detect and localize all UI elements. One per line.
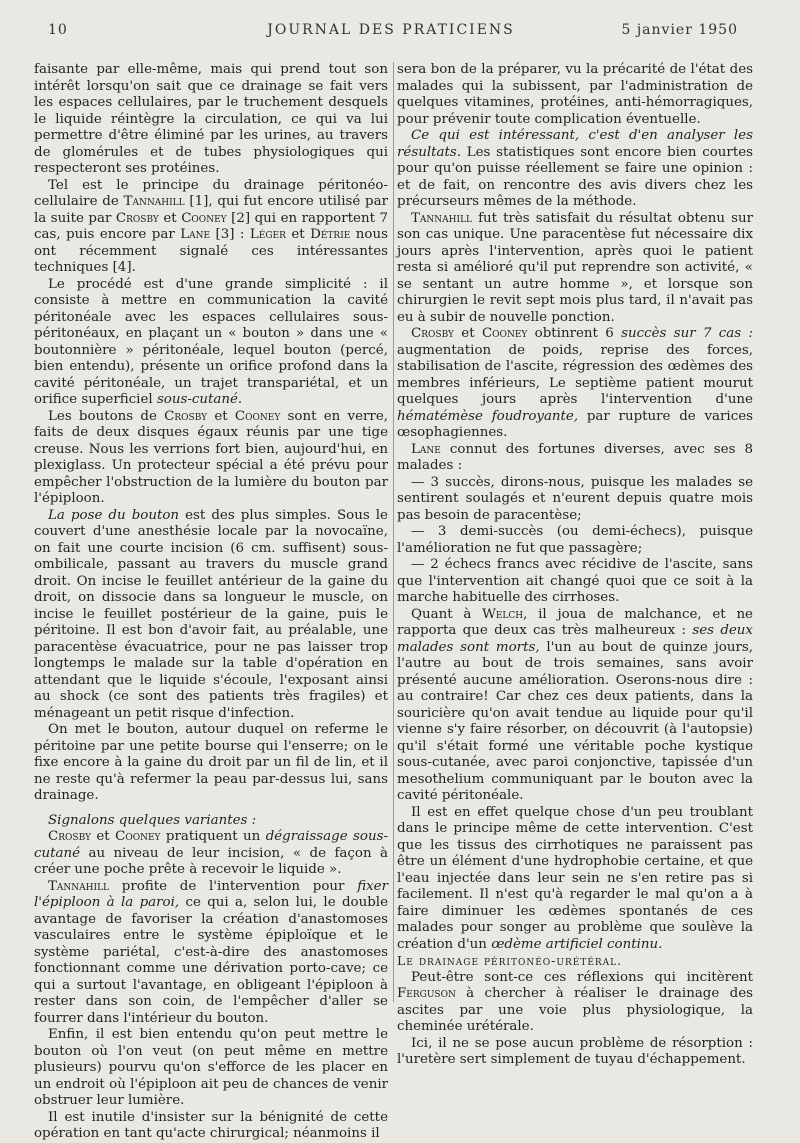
paragraph: Ce qui est intéressant, c'est d'en analyser les résultats. Les statistiques sont encore bien courtes pour qu'on puisse réellement se faire une opinion : et de fait, on rencontre des avis divers chez les précurseurs mêmes de la méthode.	[397, 128, 753, 209]
author-name: Lane	[411, 441, 441, 457]
author-name: Cooney	[234, 408, 281, 424]
paragraph: Enfin, il est bien entendu qu'on peut mettre le bouton où l'on veut (on peut même en mettre plusieurs) pourvu qu'on s'efforce de les placer en un endroit où l'épiploon ait peu de chances de venir obstruer leur lumière.	[34, 1027, 388, 1108]
column-divider	[393, 62, 394, 1002]
author-name: Ferguson	[397, 986, 456, 1001]
author-name: Tannahill	[123, 194, 185, 209]
page-header	[44, 22, 738, 48]
paragraph: Crosby et Cooney obtinrent 6 succès sur 7 cas : augmentation de poids, reprise des forces, stabilisation de l'ascite, régression des œdèmes des membres inférieurs, Le septième patient mourut quelques jours après l'intervention d'une hématémèse foudroyante, par rupture de varices œsophagiennes.	[397, 326, 753, 440]
author-name: Crosby	[48, 829, 91, 844]
author-name: Léger	[249, 227, 286, 242]
author-name: Cooney	[115, 829, 161, 844]
paragraph: Tannahill profite de l'intervention pour fixer l'épiploon à la paroi, ce qui a, selon lui, le double avantage de favoriser la création d'anastomoses vasculaires entre le système épiploïque et le système pariétal, c'est-à-dire des anastomoses fonctionnant comme une dérivation porto-cave; ce qui a surtout l'avantage, en obligeant l'épiploon à rester dans son coin, de l'empêcher d'aller se fourrer dans l'intérieur du bouton.	[34, 878, 388, 1026]
author-name: Détrie	[310, 227, 351, 242]
author-name: Lane	[180, 227, 211, 242]
paragraph: sera bon de la préparer, vu la précarité de l'état des malades qui la subissent, par l'administration de quelques vitamines, protéines, anti-hémorragiques, pour prévenir toute complication éventuelle.	[397, 62, 753, 127]
subheading: Signalons quelques variantes :	[48, 812, 257, 828]
paragraph: Tannahill fut très satisfait du résultat obtenu sur son cas unique. Une paracentèse fut nécessaire dix jours après l'intervention, après quoi le patient resta si amélioré qu'il put reprendre son activité, « se sentant un autre homme », et lorsque son chirurgien le revit sept mois plus tard, il n'avait pas eu à subir de nouvelle ponction.	[397, 210, 753, 325]
author-name: Cooney	[181, 210, 227, 226]
author-name: Cooney	[481, 326, 528, 341]
author-name: Tannahill	[48, 878, 110, 894]
paragraph: Il est en effet quelque chose d'un peu troublant dans le principe même de cette intervention. C'est que les tissus des cirrhotiques ne paraissent pas être un élément d'une hydrophobie certaine, et que l'eau injectée dans leur sein ne s'en retire pas si facilement. Il n'est qu'à regarder le mal qu'on a à faire diminuer les œdèmes spontanés de ces malades pour songer au problème que soulève la création d'un œdème artificiel continu.	[397, 804, 753, 952]
journal-title: JOURNAL DES PRATICIENS	[267, 22, 515, 38]
issue-date: 5 janvier 1950	[621, 22, 738, 38]
author-name: Welch	[482, 606, 524, 622]
paragraph: Lane connut des fortunes diverses, avec ses 8 malades :	[397, 441, 753, 473]
paragraph: Crosby et Cooney pratiquent un dégraissage sous-cutané au niveau de leur incision, « de façon à créer une poche prête à recevoir le liquide ».	[34, 829, 389, 877]
paragraph: Peut-être sont-ce ces réflexions qui incitèrent Ferguson à chercher à réaliser le drainage des ascites par une voie plus physiologique, la cheminée urétérale.	[397, 969, 753, 1034]
section-heading: Le drainage péritonéo-urétéral.	[397, 953, 623, 968]
author-name: Crosby	[411, 326, 454, 341]
left-column	[34, 62, 388, 1143]
paragraph: Le procédé est d'une grande simplicité : il consiste à mettre en communication la cavité péritonéale avec les espaces cellulaires sous-péritonéaux, en plaçant un « bouton » dans une « boutonnière » péritonéale, lequel bouton (percé, bien entendu), présente un orifice profond dans la cavité péritonéale, un trajet transpariétal, et un orifice superficiel sous-cutané.	[34, 276, 388, 407]
paragraph: La pose du bouton est des plus simples. Sous le couvert d'une anesthésie locale par la novocaïne, on fait une courte incision (6 cm. suffisent) sous-ombilicale, passant au travers du muscle grand droit. On incise le feuillet antérieur de la gaine du droit, on dissocie dans sa longueur le muscle, on incise le feuillet postérieur de la gaine, puis le péritoine. Il est bon d'avoir fait, au préalable, une paracentèse évacuatrice, pour ne pas laisser trop longtemps le malade sur la table d'opération en attendant que le liquide s'écoule, l'exposant ainsi au shock (ce sont des patients très fragiles) et ménageant un petit risque d'infection.	[34, 507, 388, 721]
paragraph: faisante par elle-même, mais qui prend tout son intérêt lorsqu'on sait que ce drainage se fait vers les espaces cellulaires, par le truchement desquels le liquide réintègre la circulation, ce qui va lui permettre d'être éliminé par les urines, au travers de glomérules et de tubes physiologiques qui respecteront ses protéines.	[34, 62, 388, 176]
list-item: — 3 demi-succès (ou demi-échecs), puisque l'amélioration ne fut que passagère;	[397, 524, 753, 556]
list-item: — 2 échecs francs avec récidive de l'ascite, sans que l'intervention ait changé quoi que ce soit à la marche habituelle des cirrhoses.	[397, 557, 753, 605]
paragraph: Quant à Welch, il joua de malchance, et ne rapporta que deux cas très malheureux : ses deux malades sont morts, l'un au bout de quinze jours, l'autre au bout de trois semaines, sans avoir présenté aucune amélioration. Oserons-nous dire : au contraire! Car chez ces deux patients, dans la souricière qu'on avait tendue au liquide pour qu'il vienne s'y faire résorber, on découvrit (à l'autopsie) qu'il s'était formé une véritable poche kystique sous-cutanée, avec paroi conjonctive, tapissée d'un mesothelium communiquant par le bouton avec la cavité péritonéale.	[397, 606, 753, 803]
author-name: Crosby	[164, 408, 208, 424]
paragraph: Les boutons de Crosby et Cooney sont en verre, faits de deux disques égaux réunis par une tige creuse. Nous les verrions fort bien, aujourd'hui, en plexiglass. Un protecteur spécial a été prévu pour empêcher l'obstruction de la lumière du bouton par l'épiploon.	[34, 408, 388, 506]
paragraph: Il est inutile d'insister sur la bénignité de cette opération en tant qu'acte chirurgical; néanmoins il	[34, 1109, 388, 1141]
page-number: 10	[48, 22, 68, 38]
paragraph: On met le bouton, autour duquel on referme le péritoine par une petite bourse qui l'enserre; on le fixe encore à la gaine du droit par un fil de lin, et il ne reste qu'à refermer la peau par-dessus lui, sans drainage.	[34, 722, 388, 803]
right-column	[397, 62, 753, 1069]
author-name: Crosby	[115, 210, 159, 226]
list-item: — 3 succès, dirons-nous, puisque les malades se sentirent soulagés et n'eurent depuis quatre mois pas besoin de paracentèse;	[397, 474, 753, 523]
author-name: Tannahill	[411, 210, 473, 226]
paragraph: Ici, il ne se pose aucun problème de résorption : l'uretère sert simplement de tuyau d'échappement.	[397, 1035, 753, 1067]
paragraph: Tel est le principe du drainage péritonéo-cellulaire de Tannahill [1], qui fut encore utilisé par la suite par Crosby et Cooney [2] qui en rapportent 7 cas, puis encore par Lane [3] : Léger et Détrie nous ont récemment signalé ces intéressantes techniques [4].	[34, 177, 389, 275]
